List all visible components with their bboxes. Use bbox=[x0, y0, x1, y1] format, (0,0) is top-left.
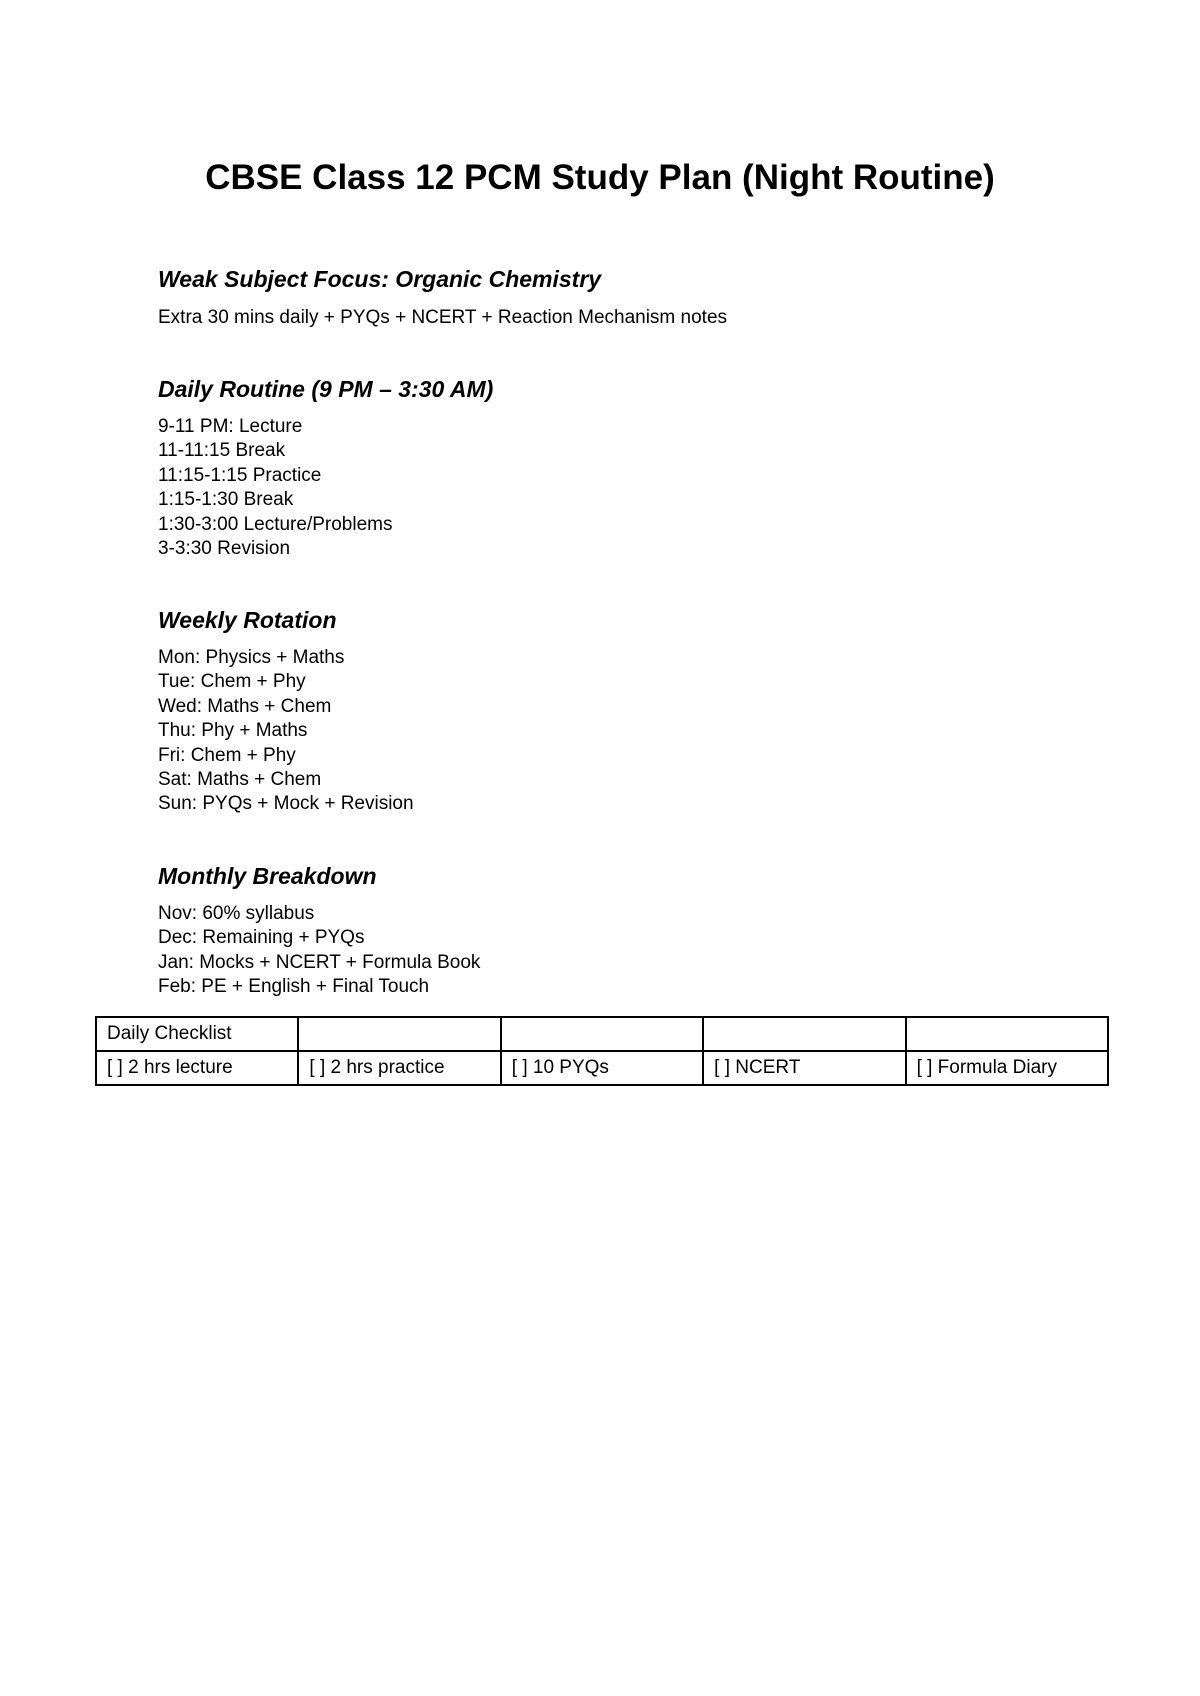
list-item: Feb: PE + English + Final Touch bbox=[158, 976, 430, 998]
list-item: Mon: Physics + Maths bbox=[158, 647, 345, 668]
list-item: Nov: 60% syllabus bbox=[158, 903, 315, 924]
list-item: Sat: Maths + Chem bbox=[158, 769, 322, 791]
checklist-header-cell bbox=[298, 1017, 500, 1051]
list-item: Tue: Chem + Phy bbox=[158, 671, 306, 693]
table-row bbox=[96, 1051, 1108, 1085]
daily-checklist-table bbox=[95, 1016, 1109, 1086]
monthly-breakdown-list bbox=[158, 902, 480, 1000]
checklist-header-cell: Daily Checklist bbox=[96, 1017, 298, 1051]
list-item: 1:30-3:00 Lecture/Problems bbox=[158, 513, 393, 535]
weekly-rotation-list bbox=[158, 646, 414, 817]
monthly-breakdown-heading: Monthly Breakdown bbox=[158, 863, 377, 889]
list-item: Wed: Maths + Chem bbox=[158, 695, 332, 717]
daily-routine-heading: Daily Routine (9 PM – 3:30 AM) bbox=[158, 376, 494, 402]
list-item: 3-3:30 Revision bbox=[158, 538, 291, 560]
list-item: 11:15-1:15 Practice bbox=[158, 464, 322, 486]
checklist-header-cell bbox=[906, 1017, 1108, 1051]
checklist-item-pyqs: [ ] 10 PYQs bbox=[501, 1051, 703, 1085]
checklist-header-cell bbox=[703, 1017, 905, 1051]
checklist-item-ncert: [ ] NCERT bbox=[703, 1051, 905, 1085]
page-title: CBSE Class 12 PCM Study Plan (Night Routine) bbox=[205, 158, 995, 197]
list-item: 11-11:15 Break bbox=[158, 440, 286, 462]
checklist-item-lecture: [ ] 2 hrs lecture bbox=[96, 1051, 298, 1085]
list-item: 1:15-1:30 Break bbox=[158, 489, 294, 511]
checklist-header-cell bbox=[501, 1017, 703, 1051]
list-item: 9-11 PM: Lecture bbox=[158, 416, 303, 437]
table-row bbox=[96, 1017, 1108, 1051]
weekly-rotation-heading: Weekly Rotation bbox=[158, 607, 337, 633]
checklist-item-practice: [ ] 2 hrs practice bbox=[298, 1051, 500, 1085]
checklist-item-formula-diary: [ ] Formula Diary bbox=[906, 1051, 1108, 1085]
list-item: Sun: PYQs + Mock + Revision bbox=[158, 793, 414, 815]
list-item: Jan: Mocks + NCERT + Formula Book bbox=[158, 951, 481, 973]
list-item: Fri: Chem + Phy bbox=[158, 744, 296, 766]
list-item: Dec: Remaining + PYQs bbox=[158, 927, 365, 949]
list-item: Thu: Phy + Maths bbox=[158, 720, 308, 742]
daily-routine-list bbox=[158, 415, 392, 561]
weak-subject-text: Extra 30 mins daily + PYQs + NCERT + Reaction Mechanism notes bbox=[158, 307, 728, 328]
weak-subject-heading: Weak Subject Focus: Organic Chemistry bbox=[158, 266, 602, 292]
